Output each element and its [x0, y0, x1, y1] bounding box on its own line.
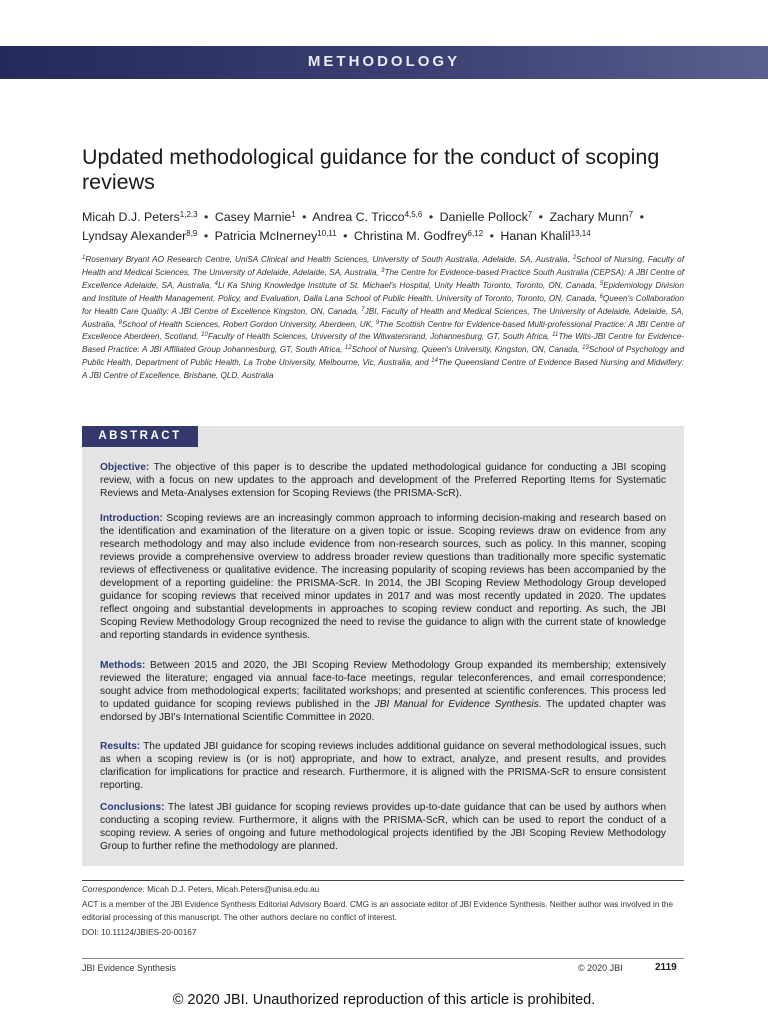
author-name: Andrea C. Tricco: [312, 210, 405, 224]
author-affiliation-marker: 10,11: [317, 229, 337, 238]
author: [354, 229, 483, 243]
affiliation-text: The Scottish Centre for Evidence-based Multi-professional Practice: A JBI Centre of Excellence Aberdeen, Scotland,: [82, 319, 685, 342]
author-separator: •: [538, 210, 544, 224]
abstract-tab: ABSTRACT: [82, 426, 198, 447]
affiliation-number: 10: [201, 332, 208, 339]
section-banner: [0, 46, 768, 79]
conflict-journal-2: JBI Evidence Synthesis: [459, 900, 546, 909]
results-text: The updated JBI guidance for scoping reviews includes additional guidance on several methodological issues, such as when a scoping review is (or is not) appropriate, and how to extract, analyze, and present results, and provides clarification for implications for practice and research. Furthermore, it is aligned with the PRISMA-ScR to ensure consistent reporting.: [100, 741, 666, 791]
journal-name: JBI Evidence Synthesis: [82, 963, 177, 973]
author-separator: •: [639, 210, 644, 224]
affiliation-number: 5: [599, 280, 604, 287]
conflict-note: [82, 899, 687, 924]
conflict-text-3: . Neither author was involved in the editorial processing of this manuscript. The other authors declare no conflict of interest.: [82, 900, 674, 922]
introduction-heading: Introduction:: [100, 513, 163, 524]
affiliation-number: 14: [431, 358, 438, 365]
article-title: Updated methodological guidance for the conduct of scoping reviews: [82, 145, 660, 194]
author-name: Danielle Pollock: [439, 210, 528, 224]
author-affiliation-marker: 7: [527, 210, 533, 219]
correspondence-note: [82, 884, 687, 897]
doi-note: DOI: 10.11124/JBIES-20-00167: [82, 928, 197, 937]
methods-text: Between 2015 and 2020, the JBI Scoping Review Methodology Group expanded its membership; extensively reviewed the literature; engaged via annual face-to-face meetings, regular teleconferences, and email correspondence; sought advice from methodological experts; facilitated workshops; and presented at scientific conferences. This process led to updated guidance for scoping reviews published in the: [100, 660, 666, 710]
affiliation-text: Epidemiology Division and Institute of Health Management, Policy, and Evaluation, Dalla Lana School of Public Health, University of Toronto, Toronto, ON, Canada,: [82, 280, 685, 303]
author-separator: •: [302, 210, 307, 224]
author-name: Casey Marnie: [214, 210, 292, 224]
affiliation-number: 11: [552, 332, 559, 339]
affiliation-number: 8: [118, 319, 122, 326]
affiliation-text: The Queensland Centre of Evidence Based Nursing and Midwifery: A JBI Centre of Excellence, Brisbane, QLD, Australia: [82, 358, 684, 381]
affiliation-text: The Centre for Evidence-based Practice South Australia (CEPSA): A JBI Centre of Excellence Adelaide, SA, Australia,: [82, 267, 684, 290]
affiliation-number: 6: [599, 293, 603, 300]
footer-copyright: © 2020 JBI: [578, 963, 623, 973]
author-affiliation-marker: 7: [628, 210, 634, 219]
abstract-results: [100, 740, 666, 792]
affiliation-number: 9: [375, 319, 380, 326]
conflict-text-2: Editorial Advisory Board. CMG is an associate editor of: [256, 900, 460, 909]
conclusions-text: The latest JBI guidance for scoping reviews provides up-to-date guidance that can be used by authors when conducting a scoping review. Furthermore, it aligns with the PRISMA-ScR, which can be used to report the conduct of a scoping review. A series of ongoing and future methodological projects identified by the JBI Scoping Review Methodology Group to further refine the methodology are planned.: [100, 802, 666, 852]
affiliations: [82, 254, 684, 383]
results-heading: Results:: [100, 741, 141, 752]
author-affiliation-marker: 13,14: [570, 229, 591, 238]
author-separator: •: [203, 229, 209, 243]
footnote-divider: [82, 880, 684, 881]
affiliation-text: School of Health Sciences, Robert Gordon University, Aberdeen, UK,: [121, 319, 376, 329]
conflict-journal-1: JBI Evidence Synthesis: [170, 900, 257, 909]
correspondence-text: Micah D.J. Peters, Micah.Peters@unisa.edu.au: [144, 885, 320, 894]
affiliation-number: 1: [82, 255, 86, 261]
copyright-watermark: © 2020 JBI. Unauthorized reproduction of this article is prohibited.: [172, 992, 596, 1008]
affiliation-number: 4: [214, 280, 218, 287]
conflict-text-1: ACT is a member of the: [82, 900, 171, 909]
affiliation-text: Rosemary Bryant AO Research Centre, UniSA Clinical and Health Sciences, University of South Australia, Adelaide, SA, Australia,: [85, 255, 573, 264]
methods-heading: Methods:: [100, 660, 146, 671]
author-name: Zachary Munn: [549, 210, 629, 224]
objective-text: The objective of this paper is to describe the updated methodological guidance for conducting a JBI scoping review, with a focus on new updates to the approach and development of the Preferred Reporting Items for Systematic Reviews and Meta-Analyses extension for Scoping Reviews (the PRISMA-ScR).: [100, 462, 666, 499]
author-affiliation-marker: 1,2,3: [179, 210, 198, 219]
abstract-objective: [100, 461, 666, 500]
affiliation-text: School of Nursing, Faculty of Health and Medical Sciences, The University of Adelaide, Adelaide, SA, Australia,: [82, 255, 684, 277]
author-separator: •: [489, 229, 494, 243]
author-name: Hanan Khalil: [500, 229, 571, 243]
author-list: [82, 208, 682, 246]
affiliation-number: 13: [582, 345, 589, 352]
conclusions-heading: Conclusions:: [100, 802, 165, 813]
author-affiliation-marker: 8,9: [186, 229, 198, 238]
affiliation-text: The Wits-JBI Centre for Evidence-Based Practice: A JBI Affiliated Group Johannesburg, GT, South Africa,: [82, 332, 684, 355]
author: [549, 210, 633, 224]
author: [215, 210, 296, 224]
affiliation-number: 3: [381, 267, 385, 274]
correspondence-label: Correspondence:: [82, 885, 145, 894]
affiliation-text: Queen's Collaboration for Health Care Quality: A JBI Centre of Excellence Kingston, ON, Canada,: [82, 293, 685, 316]
author-affiliation-marker: 1: [291, 210, 296, 219]
methods-text-end: . The updated chapter was endorsed by JBI's International Scientific Committee in 2020.: [100, 699, 667, 723]
affiliation-text: School of Psychology and Public Health, Department of Public Health, La Trobe University, Melbourne, Vic, Australia, and: [82, 345, 684, 368]
author: [440, 210, 533, 224]
author: [500, 229, 590, 243]
affiliation-number: 7: [361, 306, 365, 313]
abstract-conclusions: [100, 801, 666, 853]
introduction-text: Scoping reviews are an increasingly common approach to informing decision-making and research based on the identification and examination of the literature on a given topic or issue. Scoping reviews draw on evidence from any research methodology and may also include evidence from non-research sources, such as policy. In this manner, scoping reviews provide a comprehensive overview to address broader review questions than traditionally more specific systematic reviews of effectiveness or qualitative evidence. The increasing popularity of scoping reviews has been accompanied by the development of a reporting guideline: the PRISMA-ScR. In 2014, the JBI Scoping Review Methodology Group developed guidance for scoping reviews that received minor updates in 2017 and was most recently updated in 2020. The updates reflect ongoing and substantial developments in approaches to scoping review conduct and reporting. As such, the JBI Scoping Review Methodology Group recognized the need to revise the guidance to align with the current state of knowledge and reporting standards in evidence synthesis.: [100, 513, 666, 641]
abstract-methods: [100, 659, 666, 724]
author-name: Lyndsay Alexander: [82, 229, 187, 243]
author-name: Micah D.J. Peters: [82, 210, 180, 224]
page-number: 2119: [655, 962, 677, 973]
author-separator: •: [428, 210, 434, 224]
affiliation-text: Li Ka Shing Knowledge Institute of St. Michael's Hospital, Unity Health Toronto, Toronto, ON, Canada,: [217, 280, 600, 290]
affiliation-number: 12: [344, 345, 352, 352]
author-affiliation-marker: 4,5,6: [404, 210, 423, 219]
author: [312, 210, 422, 224]
methods-manual-title: JBI Manual for Evidence Synthesis: [374, 699, 539, 710]
author: [82, 229, 197, 243]
section-label: METHODOLOGY: [307, 53, 461, 70]
affiliation-text: School of Nursing, Queen's University, Kingston, ON, Canada,: [351, 345, 583, 355]
abstract-introduction: [100, 512, 666, 642]
author-name: Patricia McInerney: [214, 229, 318, 243]
affiliation-text: JBI, Faculty of Health and Medical Sciences, The University of Adelaide, Adelaide, SA, Australia,: [82, 306, 684, 329]
author: [82, 210, 198, 224]
footer-divider: [82, 958, 684, 959]
author-name: Christina M. Godfrey: [353, 229, 468, 243]
author-separator: •: [204, 210, 209, 224]
author-affiliation-marker: 6,12: [467, 229, 484, 238]
author-separator: •: [343, 229, 348, 243]
objective-heading: Objective:: [100, 462, 150, 473]
affiliation-text: Faculty of Health Sciences, University of the Witwatersrand, Johannesburg, GT, South Africa,: [207, 332, 553, 342]
author: [215, 229, 337, 243]
affiliation-number: 2: [572, 255, 577, 261]
